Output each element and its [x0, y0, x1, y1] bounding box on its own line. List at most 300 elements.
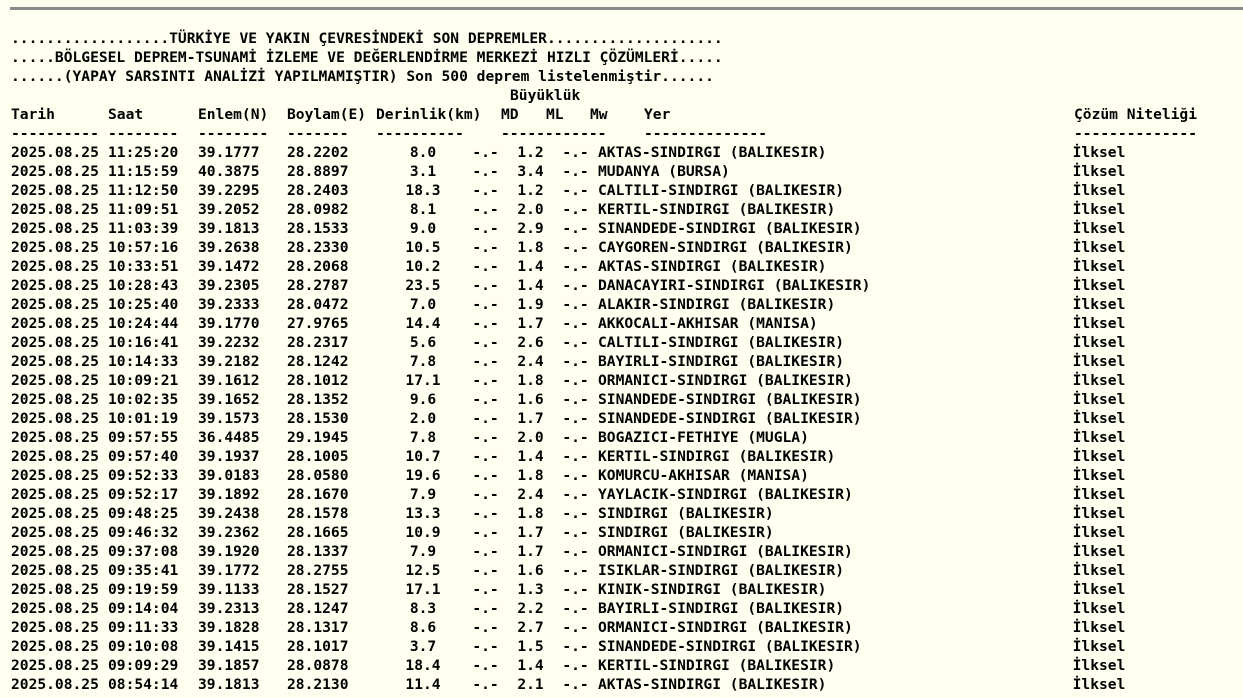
- cell-time: 09:57:40: [108, 448, 179, 465]
- cell-depth: 2.0: [409, 410, 437, 427]
- earthquake-row: [11, 238, 1214, 257]
- column-header-depth: Derinlik(km): [376, 106, 482, 123]
- cell-latitude: 39.2638: [198, 239, 260, 256]
- cell-quality: İlksel: [1072, 277, 1126, 294]
- cell-longitude: 28.1017: [287, 638, 349, 655]
- cell-longitude: 28.1578: [287, 505, 349, 522]
- cell-latitude: 39.1133: [198, 581, 260, 598]
- column-header-ml: ML: [546, 106, 564, 123]
- earthquake-row: [11, 599, 1214, 618]
- cell-md: -.-: [472, 486, 499, 503]
- cell-mw: -.-: [562, 239, 589, 256]
- cell-longitude: 28.1317: [287, 619, 349, 636]
- cell-depth: 11.4: [405, 676, 441, 693]
- cell-depth: 10.7: [405, 448, 441, 465]
- cell-depth: 17.1: [405, 372, 441, 389]
- cell-place: ORMANICI-SINDIRGI (BALIKESIR): [598, 543, 853, 560]
- cell-latitude: 39.1612: [198, 372, 260, 389]
- cell-latitude: 39.1652: [198, 391, 260, 408]
- cell-latitude: 39.1770: [198, 315, 260, 332]
- cell-latitude: 39.2362: [198, 524, 260, 541]
- cell-place: CALTILI-SINDIRGI (BALIKESIR): [598, 182, 845, 199]
- cell-ml: 1.2: [517, 144, 544, 161]
- cell-depth: 9.0: [409, 220, 437, 237]
- cell-place: DANACAYIRI-SINDIRGI (BALIKESIR): [598, 277, 871, 294]
- cell-date: 2025.08.25: [11, 144, 99, 161]
- cell-time: 10:28:43: [108, 277, 179, 294]
- cell-quality: İlksel: [1072, 201, 1126, 218]
- cell-time: 09:35:41: [108, 562, 179, 579]
- cell-md: -.-: [472, 467, 499, 484]
- cell-depth: 8.6: [409, 619, 437, 636]
- cell-ml: 2.4: [517, 486, 544, 503]
- cell-depth: 9.6: [409, 391, 437, 408]
- cell-place: SINDIRGI (BALIKESIR): [598, 505, 774, 522]
- cell-md: -.-: [472, 353, 499, 370]
- header-line-title: ..................TÜRKİYE VE YAKIN ÇEVRESİNDEKİ SON DEPREMLER....................: [11, 30, 723, 47]
- cell-ml: 2.2: [517, 600, 544, 617]
- cell-quality: İlksel: [1072, 182, 1126, 199]
- earthquake-rows: [11, 143, 1214, 694]
- cell-place: BAYIRLI-SINDIRGI (BALIKESIR): [598, 600, 845, 617]
- separator-quality: --------------: [1074, 125, 1198, 142]
- cell-quality: İlksel: [1072, 163, 1126, 180]
- cell-longitude: 27.9765: [287, 315, 349, 332]
- cell-quality: İlksel: [1072, 581, 1126, 598]
- cell-ml: 1.2: [517, 182, 544, 199]
- cell-time: 10:16:41: [108, 334, 179, 351]
- earthquake-row: [11, 143, 1214, 162]
- cell-quality: İlksel: [1072, 638, 1126, 655]
- earthquake-row: [11, 276, 1214, 295]
- cell-mw: -.-: [562, 353, 589, 370]
- cell-place: KERTIL-SINDIRGI (BALIKESIR): [598, 657, 836, 674]
- cell-latitude: 40.3875: [198, 163, 260, 180]
- cell-md: -.-: [472, 638, 499, 655]
- cell-depth: 14.4: [405, 315, 441, 332]
- cell-time: 09:57:55: [108, 429, 179, 446]
- cell-longitude: 29.1945: [287, 429, 349, 446]
- cell-latitude: 39.1777: [198, 144, 260, 161]
- cell-time: 10:24:44: [108, 315, 179, 332]
- cell-quality: İlksel: [1072, 372, 1126, 389]
- cell-longitude: 28.1242: [287, 353, 349, 370]
- header-line-note: ......(YAPAY SARSINTI ANALİZİ YAPILMAMIŞTIR) Son 500 deprem listelenmiştir......: [11, 68, 714, 85]
- cell-time: 11:15:59: [108, 163, 179, 180]
- cell-date: 2025.08.25: [11, 372, 99, 389]
- magnitude-group-label-line: [11, 86, 1214, 105]
- cell-md: -.-: [472, 543, 499, 560]
- cell-latitude: 39.1472: [198, 258, 260, 275]
- cell-quality: İlksel: [1072, 220, 1126, 237]
- cell-depth: 18.3: [405, 182, 441, 199]
- earthquake-row: [11, 295, 1214, 314]
- cell-place: SINDIRGI (BALIKESIR): [598, 524, 774, 541]
- horizontal-rule: [10, 7, 1243, 10]
- cell-date: 2025.08.25: [11, 638, 99, 655]
- cell-mw: -.-: [562, 467, 589, 484]
- cell-ml: 2.6: [517, 334, 544, 351]
- cell-ml: 1.4: [517, 277, 544, 294]
- earthquake-row: [11, 447, 1214, 466]
- cell-place: SINANDEDE-SINDIRGI (BALIKESIR): [598, 220, 862, 237]
- cell-ml: 1.9: [517, 296, 544, 313]
- cell-ml: 2.9: [517, 220, 544, 237]
- cell-date: 2025.08.25: [11, 220, 99, 237]
- cell-quality: İlksel: [1072, 448, 1126, 465]
- cell-quality: İlksel: [1072, 315, 1126, 332]
- cell-place: BAYIRLI-SINDIRGI (BALIKESIR): [598, 353, 845, 370]
- cell-depth: 3.7: [409, 638, 437, 655]
- separator-longitude: -------: [287, 125, 349, 142]
- cell-depth: 8.0: [409, 144, 437, 161]
- cell-time: 11:25:20: [108, 144, 179, 161]
- cell-depth: 8.3: [409, 600, 437, 617]
- cell-longitude: 28.0472: [287, 296, 349, 313]
- separator-place: --------------: [644, 125, 768, 142]
- cell-place: SINANDEDE-SINDIRGI (BALIKESIR): [598, 410, 862, 427]
- cell-depth: 17.1: [405, 581, 441, 598]
- cell-quality: İlksel: [1072, 353, 1126, 370]
- cell-latitude: 39.1828: [198, 619, 260, 636]
- cell-place: AKKOCALI-AKHISAR (MANISA): [598, 315, 818, 332]
- cell-time: 10:02:35: [108, 391, 179, 408]
- cell-mw: -.-: [562, 315, 589, 332]
- cell-depth: 23.5: [405, 277, 441, 294]
- column-header-time: Saat: [108, 106, 144, 123]
- cell-longitude: 28.1670: [287, 486, 349, 503]
- cell-ml: 1.6: [517, 562, 544, 579]
- cell-place: CALTILI-SINDIRGI (BALIKESIR): [598, 334, 845, 351]
- cell-place: KINIK-SINDIRGI (BALIKESIR): [598, 581, 827, 598]
- earthquake-row: [11, 523, 1214, 542]
- cell-quality: İlksel: [1072, 543, 1126, 560]
- cell-mw: -.-: [562, 448, 589, 465]
- cell-md: -.-: [472, 505, 499, 522]
- cell-md: -.-: [472, 429, 499, 446]
- cell-depth: 5.6: [409, 334, 437, 351]
- cell-ml: 1.8: [517, 372, 544, 389]
- earthquake-row: [11, 200, 1214, 219]
- earthquake-row: [11, 371, 1214, 390]
- cell-mw: -.-: [562, 429, 589, 446]
- cell-ml: 1.4: [517, 258, 544, 275]
- cell-date: 2025.08.25: [11, 562, 99, 579]
- earthquake-row: [11, 181, 1214, 200]
- cell-date: 2025.08.25: [11, 353, 99, 370]
- magnitude-group-label: Büyüklük: [510, 87, 581, 104]
- cell-mw: -.-: [562, 676, 589, 693]
- cell-mw: -.-: [562, 163, 589, 180]
- cell-mw: -.-: [562, 144, 589, 161]
- cell-depth: 8.1: [409, 201, 437, 218]
- cell-quality: İlksel: [1072, 467, 1126, 484]
- earthquake-row: [11, 542, 1214, 561]
- separator-date: ----------: [11, 125, 99, 142]
- cell-longitude: 28.0878: [287, 657, 349, 674]
- cell-time: 09:10:08: [108, 638, 179, 655]
- cell-mw: -.-: [562, 543, 589, 560]
- separator-time: --------: [108, 125, 179, 142]
- column-separator-row: [11, 124, 1214, 143]
- cell-md: -.-: [472, 296, 499, 313]
- cell-mw: -.-: [562, 505, 589, 522]
- cell-mw: -.-: [562, 657, 589, 674]
- cell-ml: 2.7: [517, 619, 544, 636]
- cell-longitude: 28.0580: [287, 467, 349, 484]
- cell-longitude: 28.1533: [287, 220, 349, 237]
- cell-ml: 1.8: [517, 505, 544, 522]
- cell-ml: 1.7: [517, 315, 544, 332]
- cell-md: -.-: [472, 334, 499, 351]
- cell-latitude: 39.0183: [198, 467, 260, 484]
- cell-longitude: 28.1530: [287, 410, 349, 427]
- cell-ml: 1.8: [517, 467, 544, 484]
- cell-place: BOGAZICI-FETHIYE (MUGLA): [598, 429, 809, 446]
- cell-md: -.-: [472, 163, 499, 180]
- cell-place: KERTIL-SINDIRGI (BALIKESIR): [598, 201, 836, 218]
- cell-mw: -.-: [562, 220, 589, 237]
- cell-date: 2025.08.25: [11, 448, 99, 465]
- cell-depth: 12.5: [405, 562, 441, 579]
- column-header-date: Tarih: [11, 106, 55, 123]
- cell-mw: -.-: [562, 372, 589, 389]
- cell-latitude: 39.1857: [198, 657, 260, 674]
- cell-depth: 10.9: [405, 524, 441, 541]
- cell-place: YAYLACIK-SINDIRGI (BALIKESIR): [598, 486, 853, 503]
- cell-md: -.-: [472, 144, 499, 161]
- cell-place: ORMANICI-SINDIRGI (BALIKESIR): [598, 372, 853, 389]
- cell-latitude: 39.2052: [198, 201, 260, 218]
- cell-place: AKTAS-SINDIRGI (BALIKESIR): [598, 144, 827, 161]
- cell-ml: 2.0: [517, 201, 544, 218]
- cell-time: 09:14:04: [108, 600, 179, 617]
- cell-latitude: 39.2232: [198, 334, 260, 351]
- cell-latitude: 39.2182: [198, 353, 260, 370]
- cell-ml: 3.4: [517, 163, 544, 180]
- column-header-longitude: Boylam(E): [287, 106, 367, 123]
- earthquake-listing: [11, 29, 1214, 694]
- cell-md: -.-: [472, 524, 499, 541]
- cell-quality: İlksel: [1072, 258, 1126, 275]
- cell-date: 2025.08.25: [11, 239, 99, 256]
- cell-time: 09:48:25: [108, 505, 179, 522]
- cell-longitude: 28.2202: [287, 144, 349, 161]
- cell-mw: -.-: [562, 562, 589, 579]
- cell-latitude: 39.1937: [198, 448, 260, 465]
- earthquake-row: [11, 618, 1214, 637]
- cell-depth: 7.9: [409, 486, 437, 503]
- cell-date: 2025.08.25: [11, 486, 99, 503]
- cell-mw: -.-: [562, 486, 589, 503]
- cell-latitude: 39.2313: [198, 600, 260, 617]
- cell-time: 10:09:21: [108, 372, 179, 389]
- cell-depth: 7.8: [409, 353, 437, 370]
- cell-time: 11:12:50: [108, 182, 179, 199]
- cell-depth: 18.4: [405, 657, 441, 674]
- cell-ml: 1.4: [517, 657, 544, 674]
- column-header-md: MD: [501, 106, 519, 123]
- cell-longitude: 28.1012: [287, 372, 349, 389]
- cell-place: ORMANICI-SINDIRGI (BALIKESIR): [598, 619, 853, 636]
- cell-md: -.-: [472, 258, 499, 275]
- cell-longitude: 28.2130: [287, 676, 349, 693]
- cell-quality: İlksel: [1072, 334, 1126, 351]
- cell-longitude: 28.0982: [287, 201, 349, 218]
- cell-quality: İlksel: [1072, 562, 1126, 579]
- cell-date: 2025.08.25: [11, 524, 99, 541]
- cell-quality: İlksel: [1072, 505, 1126, 522]
- cell-longitude: 28.2755: [287, 562, 349, 579]
- cell-ml: 1.7: [517, 543, 544, 560]
- cell-date: 2025.08.25: [11, 277, 99, 294]
- cell-depth: 10.2: [405, 258, 441, 275]
- cell-mw: -.-: [562, 334, 589, 351]
- cell-quality: İlksel: [1072, 296, 1126, 313]
- cell-ml: 2.1: [517, 676, 544, 693]
- earthquake-row: [11, 314, 1214, 333]
- cell-md: -.-: [472, 182, 499, 199]
- cell-time: 09:09:29: [108, 657, 179, 674]
- cell-md: -.-: [472, 600, 499, 617]
- cell-depth: 10.5: [405, 239, 441, 256]
- cell-place: SINANDEDE-SINDIRGI (BALIKESIR): [598, 638, 862, 655]
- cell-md: -.-: [472, 676, 499, 693]
- cell-longitude: 28.1247: [287, 600, 349, 617]
- cell-quality: İlksel: [1072, 429, 1126, 446]
- earthquake-row: [11, 390, 1214, 409]
- cell-time: 10:33:51: [108, 258, 179, 275]
- cell-longitude: 28.8897: [287, 163, 349, 180]
- cell-time: 09:52:17: [108, 486, 179, 503]
- cell-longitude: 28.2317: [287, 334, 349, 351]
- cell-mw: -.-: [562, 619, 589, 636]
- cell-longitude: 28.2403: [287, 182, 349, 199]
- earthquake-row: [11, 485, 1214, 504]
- cell-date: 2025.08.25: [11, 258, 99, 275]
- column-header-latitude: Enlem(N): [198, 106, 269, 123]
- cell-mw: -.-: [562, 391, 589, 408]
- cell-time: 11:09:51: [108, 201, 179, 218]
- cell-date: 2025.08.25: [11, 315, 99, 332]
- earthquake-row: [11, 257, 1214, 276]
- cell-time: 10:14:33: [108, 353, 179, 370]
- cell-latitude: 39.1573: [198, 410, 260, 427]
- cell-mw: -.-: [562, 410, 589, 427]
- cell-date: 2025.08.25: [11, 676, 99, 693]
- cell-ml: 1.8: [517, 239, 544, 256]
- cell-mw: -.-: [562, 524, 589, 541]
- cell-place: MUDANYA (BURSA): [598, 163, 730, 180]
- cell-quality: İlksel: [1072, 410, 1126, 427]
- cell-longitude: 28.2068: [287, 258, 349, 275]
- cell-time: 08:54:14: [108, 676, 179, 693]
- cell-longitude: 28.1005: [287, 448, 349, 465]
- cell-latitude: 39.2438: [198, 505, 260, 522]
- cell-place: KOMURCU-AKHISAR (MANISA): [598, 467, 809, 484]
- cell-time: 09:11:33: [108, 619, 179, 636]
- cell-date: 2025.08.25: [11, 467, 99, 484]
- earthquake-row: [11, 333, 1214, 352]
- cell-md: -.-: [472, 315, 499, 332]
- earthquake-row: [11, 219, 1214, 238]
- earthquake-row: [11, 409, 1214, 428]
- column-header-mw: Mw: [590, 106, 608, 123]
- cell-time: 09:52:33: [108, 467, 179, 484]
- cell-mw: -.-: [562, 581, 589, 598]
- cell-quality: İlksel: [1072, 600, 1126, 617]
- cell-date: 2025.08.25: [11, 201, 99, 218]
- earthquake-row: [11, 637, 1214, 656]
- cell-place: AKTAS-SINDIRGI (BALIKESIR): [598, 676, 827, 693]
- cell-md: -.-: [472, 410, 499, 427]
- separator-magnitude: ------------: [501, 125, 607, 142]
- cell-depth: 7.9: [409, 543, 437, 560]
- cell-longitude: 28.1527: [287, 581, 349, 598]
- cell-md: -.-: [472, 239, 499, 256]
- earthquake-row: [11, 580, 1214, 599]
- cell-ml: 1.3: [517, 581, 544, 598]
- cell-md: -.-: [472, 201, 499, 218]
- earthquake-row: [11, 561, 1214, 580]
- earthquake-row: [11, 466, 1214, 485]
- cell-md: -.-: [472, 448, 499, 465]
- separator-latitude: --------: [198, 125, 269, 142]
- cell-ml: 2.0: [517, 429, 544, 446]
- cell-mw: -.-: [562, 201, 589, 218]
- cell-mw: -.-: [562, 600, 589, 617]
- cell-quality: İlksel: [1072, 619, 1126, 636]
- cell-place: AKTAS-SINDIRGI (BALIKESIR): [598, 258, 827, 275]
- cell-time: 09:46:32: [108, 524, 179, 541]
- cell-depth: 19.6: [405, 467, 441, 484]
- cell-md: -.-: [472, 372, 499, 389]
- cell-mw: -.-: [562, 258, 589, 275]
- cell-depth: 3.1: [409, 163, 437, 180]
- cell-latitude: 39.2305: [198, 277, 260, 294]
- cell-ml: 1.4: [517, 448, 544, 465]
- cell-ml: 1.7: [517, 410, 544, 427]
- cell-longitude: 28.2330: [287, 239, 349, 256]
- cell-latitude: 39.1415: [198, 638, 260, 655]
- cell-longitude: 28.2787: [287, 277, 349, 294]
- column-header-place: Yer: [644, 106, 671, 123]
- column-header-quality: Çözüm Niteliği: [1074, 106, 1198, 123]
- cell-quality: İlksel: [1072, 486, 1126, 503]
- cell-time: 09:37:08: [108, 543, 179, 560]
- cell-latitude: 39.2295: [198, 182, 260, 199]
- cell-time: 11:03:39: [108, 220, 179, 237]
- earthquake-row: [11, 504, 1214, 523]
- cell-ml: 1.6: [517, 391, 544, 408]
- cell-date: 2025.08.25: [11, 334, 99, 351]
- cell-date: 2025.08.25: [11, 182, 99, 199]
- column-header-row: [11, 105, 1214, 124]
- cell-ml: 2.4: [517, 353, 544, 370]
- cell-time: 10:01:19: [108, 410, 179, 427]
- cell-latitude: 39.2333: [198, 296, 260, 313]
- cell-md: -.-: [472, 391, 499, 408]
- cell-place: CAYGOREN-SINDIRGI (BALIKESIR): [598, 239, 853, 256]
- cell-place: ALAKIR-SINDIRGI (BALIKESIR): [598, 296, 836, 313]
- cell-date: 2025.08.25: [11, 581, 99, 598]
- cell-date: 2025.08.25: [11, 657, 99, 674]
- earthquake-row: [11, 675, 1214, 694]
- cell-ml: 1.5: [517, 638, 544, 655]
- cell-latitude: 36.4485: [198, 429, 260, 446]
- cell-date: 2025.08.25: [11, 391, 99, 408]
- cell-date: 2025.08.25: [11, 600, 99, 617]
